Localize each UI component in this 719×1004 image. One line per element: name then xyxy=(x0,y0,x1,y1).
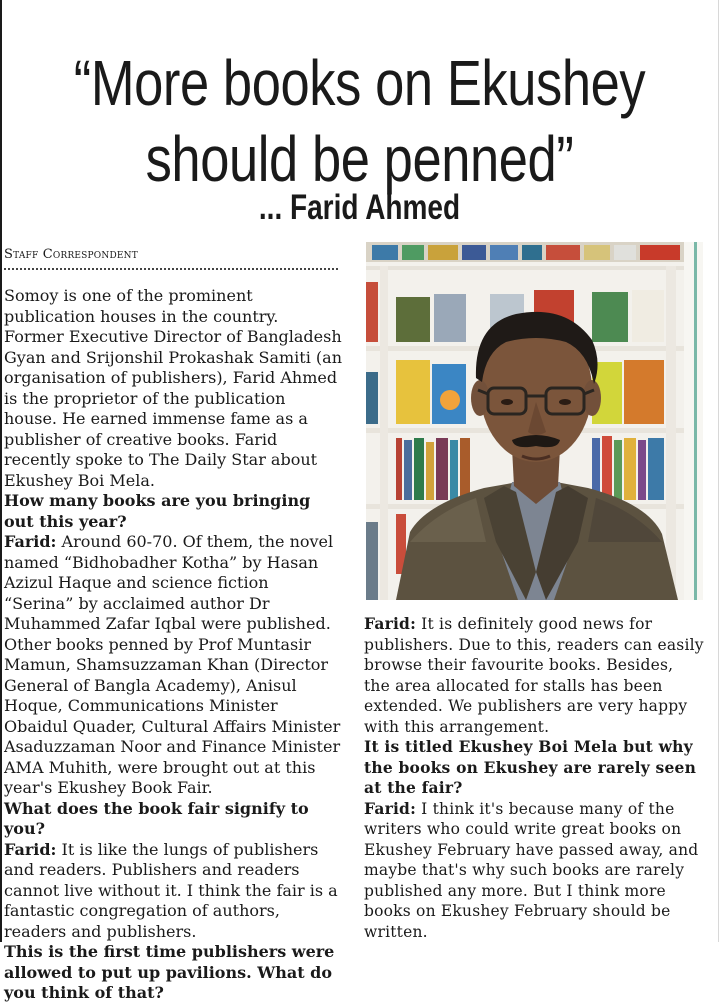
speaker-label: Farid: xyxy=(364,614,417,633)
portrait-photo xyxy=(366,242,703,600)
answer-1-text: Around 60-70. Of them, the novel named “Bidhobadher Kotha” by Hasan Azizul Haque and science fiction “Serina” by acclaimed author Dr Muhammed Zafar Iqbal were published. Other books penned by Prof Muntasir Mamun, Shamsuzzaman Khan (Director General of Bangla Academy), Anisul Hoque, Communications Minister Obaidul Quader, Cultural Affairs Minister Asaduzzaman Noor and Finance Minister AMA Muhith, were brought out at this year's Ekushey Book Fair. xyxy=(4,532,341,797)
column-rule xyxy=(0,0,2,942)
headline xyxy=(65,45,655,197)
answer-4 xyxy=(364,799,704,943)
question-3: This is the first time publishers were allowed to put up pavilions. What do you think of that? xyxy=(4,942,335,1002)
answer-1 xyxy=(4,532,342,799)
byline: ... Farid Ahmed xyxy=(258,188,461,227)
intro-paragraph: Somoy is one of the prominent publication houses in the country. Former Executive Director of Bangladesh Gyan and Srijonshil Prokashak Samiti (an organisation of publishers), Farid Ahmed is the proprietor of the publication house. He earned immense fame as a publisher of creative books. Farid recently spoke to The Daily Star about Ekushey Boi Mela. xyxy=(4,286,343,490)
answer-2 xyxy=(4,840,342,943)
question-1: How many books are you bringing out this year? xyxy=(4,491,311,531)
answer-3-text: It is definitely good news for publishers. Due to this, readers can easily browse their favourite books. Besides, the area allocated for stalls has been extended. We publishers are very happy with this arrangement. xyxy=(364,615,704,736)
headline-line-2: should be penned” xyxy=(145,122,574,195)
dotted-divider xyxy=(4,268,338,270)
answer-2-text: It is like the lungs of publishers and readers. Publishers and readers cannot live without it. I think the fair is a fantastic congregation of authors, readers and publishers. xyxy=(4,839,338,941)
speaker-label: Farid: xyxy=(4,532,57,551)
speaker-label: Farid: xyxy=(4,839,57,859)
question-2: What does the book fair signify to you? xyxy=(4,798,309,838)
portrait-illustration xyxy=(366,242,703,600)
answer-3 xyxy=(364,614,704,737)
article-column-left xyxy=(4,286,342,1004)
answer-4-text: I think it's because many of the writers who could write great books on Ekushey February have passed away, and maybe that's why such books are rarely published any more. But I think more books on Ekushey February should be written. xyxy=(364,799,699,941)
headline-line-1: “More books on Ekushey xyxy=(73,46,646,119)
article-column-right xyxy=(364,614,704,942)
staff-label: Staff Correspondent xyxy=(4,247,138,262)
question-4: It is titled Ekushey Boi Mela but why the books on Ekushey are rarely seen at the fair? xyxy=(364,737,697,797)
speaker-label: Farid: xyxy=(364,798,417,818)
